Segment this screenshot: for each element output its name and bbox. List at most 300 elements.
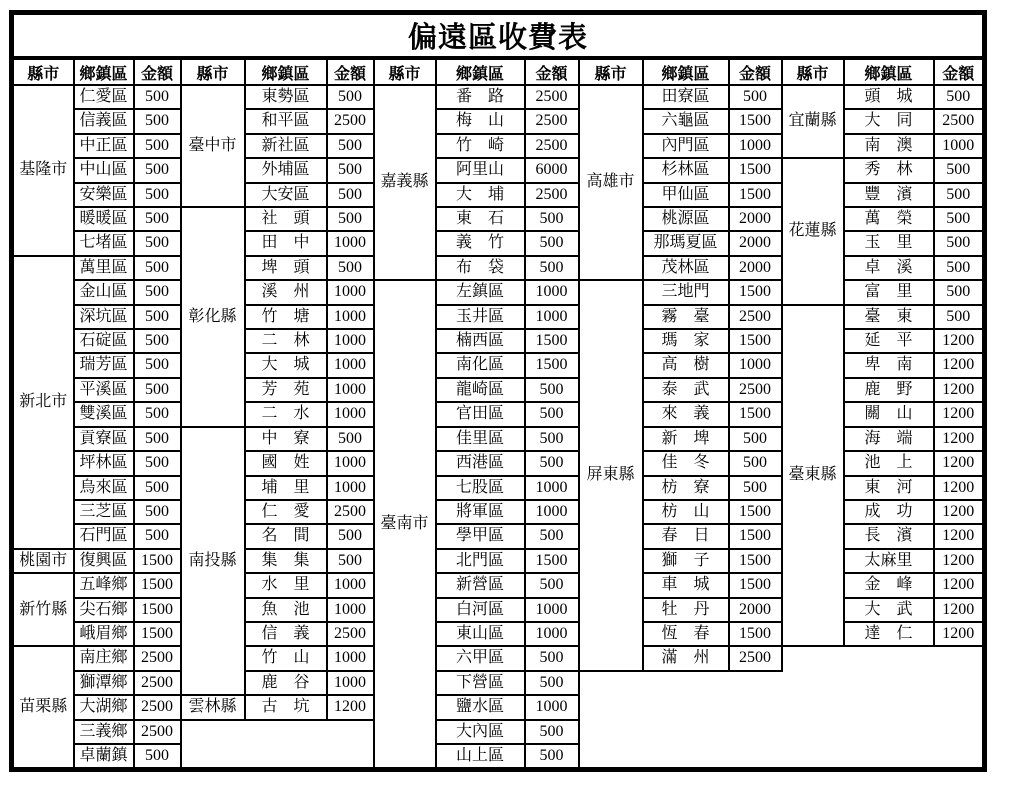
township-cell: 霧 臺: [643, 305, 729, 329]
township-cell: 卓 溪: [844, 256, 934, 280]
township-cell: 牡 丹: [643, 598, 729, 622]
township-cell: 萬 榮: [844, 207, 934, 231]
township-cell: 水 里: [245, 573, 327, 597]
township-cell: 瑞芳區: [74, 353, 134, 377]
amount-cell: 1000: [729, 353, 782, 377]
township-cell: 芳 苑: [245, 378, 327, 402]
county-cell: 南投縣: [181, 427, 245, 695]
amount-cell: 500: [134, 451, 181, 475]
amount-cell: 1000: [327, 573, 374, 597]
township-cell: 尖石鄉: [74, 598, 134, 622]
amount-cell: 1200: [934, 524, 985, 548]
amount-cell: 500: [934, 231, 985, 255]
amount-cell: 1000: [525, 622, 579, 646]
county-cell: 臺中市: [181, 85, 245, 207]
amount-cell: 500: [134, 256, 181, 280]
township-cell: 頭 城: [844, 85, 934, 109]
township-cell: 田寮區: [643, 85, 729, 109]
township-cell: 信義區: [74, 109, 134, 133]
table-row: [12, 646, 985, 670]
township-cell: 海 端: [844, 427, 934, 451]
amount-cell: 1500: [134, 598, 181, 622]
amount-cell: 2000: [729, 231, 782, 255]
amount-cell: 1000: [327, 402, 374, 426]
township-cell: 長 濱: [844, 524, 934, 548]
amount-cell: 1500: [134, 549, 181, 573]
township-cell: 達 仁: [844, 622, 934, 646]
township-cell: 東 河: [844, 476, 934, 500]
township-cell: 金山區: [74, 280, 134, 304]
amount-cell: 1000: [327, 353, 374, 377]
empty-cell: [181, 720, 374, 770]
amount-cell: 1000: [327, 646, 374, 670]
township-cell: 和平區: [245, 109, 327, 133]
township-cell: 古 坑: [245, 695, 327, 719]
amount-cell: 1200: [934, 451, 985, 475]
header-amount: 金額: [134, 58, 181, 85]
township-cell: 七股區: [436, 476, 525, 500]
township-cell: 秀 林: [844, 158, 934, 182]
township-cell: 三地門: [643, 280, 729, 304]
township-cell: 新營區: [436, 573, 525, 597]
amount-cell: 500: [525, 524, 579, 548]
township-cell: 五峰鄉: [74, 573, 134, 597]
amount-cell: 500: [134, 744, 181, 770]
township-cell: 新社區: [245, 134, 327, 158]
amount-cell: 2500: [134, 695, 181, 719]
township-cell: 卓蘭鎮: [74, 744, 134, 770]
township-cell: 中山區: [74, 158, 134, 182]
amount-cell: 1500: [729, 158, 782, 182]
township-cell: 延 平: [844, 329, 934, 353]
township-cell: 六甲區: [436, 646, 525, 670]
county-cell: 基隆市: [12, 85, 74, 256]
amount-cell: 1500: [729, 524, 782, 548]
township-cell: 六龜區: [643, 109, 729, 133]
county-cell: 苗栗縣: [12, 646, 74, 770]
township-cell: 阿里山: [436, 158, 525, 182]
amount-cell: 500: [134, 134, 181, 158]
amount-cell: 500: [134, 427, 181, 451]
header-township: 鄉鎮區: [74, 58, 134, 85]
amount-cell: 500: [327, 549, 374, 573]
township-cell: 左鎮區: [436, 280, 525, 304]
township-cell: 白河區: [436, 598, 525, 622]
township-cell: 大湖鄉: [74, 695, 134, 719]
amount-cell: 1000: [327, 378, 374, 402]
amount-cell: 500: [525, 646, 579, 670]
township-cell: 來 義: [643, 402, 729, 426]
township-cell: 南庄鄉: [74, 646, 134, 670]
table-row: [12, 158, 985, 182]
amount-cell: 500: [934, 183, 985, 207]
township-cell: 義 竹: [436, 231, 525, 255]
county-cell: 桃園市: [12, 549, 74, 573]
amount-cell: 500: [934, 305, 985, 329]
amount-cell: 1000: [934, 134, 985, 158]
header-amount: 金額: [327, 58, 374, 85]
township-cell: 田 中: [245, 231, 327, 255]
amount-cell: 1200: [934, 378, 985, 402]
amount-cell: 500: [134, 329, 181, 353]
amount-cell: 1000: [525, 305, 579, 329]
township-cell: 佳 冬: [643, 451, 729, 475]
township-cell: 佳里區: [436, 427, 525, 451]
amount-cell: 2000: [729, 256, 782, 280]
township-cell: 石門區: [74, 524, 134, 548]
township-cell: 杉林區: [643, 158, 729, 182]
amount-cell: 1000: [525, 280, 579, 304]
amount-cell: 500: [134, 500, 181, 524]
amount-cell: 2500: [525, 85, 579, 109]
amount-cell: 1000: [327, 476, 374, 500]
amount-cell: 2500: [327, 500, 374, 524]
township-cell: 山上區: [436, 744, 525, 770]
header-row: [12, 58, 985, 85]
amount-cell: 500: [134, 231, 181, 255]
amount-cell: 1200: [934, 402, 985, 426]
township-cell: 石碇區: [74, 329, 134, 353]
amount-cell: 500: [934, 256, 985, 280]
amount-cell: 500: [134, 378, 181, 402]
township-cell: 布 袋: [436, 256, 525, 280]
township-cell: 信 義: [245, 622, 327, 646]
table-row: [12, 305, 985, 329]
amount-cell: 1000: [327, 451, 374, 475]
township-cell: 魚 池: [245, 598, 327, 622]
amount-cell: 6000: [525, 158, 579, 182]
township-cell: 獅潭鄉: [74, 671, 134, 695]
amount-cell: 500: [327, 134, 374, 158]
township-cell: 坪林區: [74, 451, 134, 475]
township-cell: 二 林: [245, 329, 327, 353]
amount-cell: 500: [134, 476, 181, 500]
township-cell: 竹 崎: [436, 134, 525, 158]
township-cell: 將軍區: [436, 500, 525, 524]
county-cell: 臺南市: [374, 280, 436, 770]
township-cell: 埔 里: [245, 476, 327, 500]
amount-cell: 2500: [525, 134, 579, 158]
township-cell: 峨眉鄉: [74, 622, 134, 646]
township-cell: 玉井區: [436, 305, 525, 329]
amount-cell: 1000: [327, 671, 374, 695]
amount-cell: 2500: [729, 378, 782, 402]
amount-cell: 500: [525, 207, 579, 231]
header-township: 鄉鎮區: [844, 58, 934, 85]
amount-cell: 1200: [327, 695, 374, 719]
amount-cell: 500: [134, 158, 181, 182]
amount-cell: 1200: [934, 549, 985, 573]
amount-cell: 2500: [525, 183, 579, 207]
amount-cell: 500: [327, 183, 374, 207]
township-cell: 大 同: [844, 109, 934, 133]
county-cell: 雲林縣: [181, 695, 245, 719]
amount-cell: 2500: [327, 109, 374, 133]
county-cell: 新北市: [12, 256, 74, 549]
county-cell: 花蓮縣: [782, 158, 844, 304]
township-cell: 池 上: [844, 451, 934, 475]
header-township: 鄉鎮區: [643, 58, 729, 85]
amount-cell: 1000: [525, 598, 579, 622]
amount-cell: 2500: [525, 109, 579, 133]
township-cell: 安樂區: [74, 183, 134, 207]
amount-cell: 2000: [729, 598, 782, 622]
header-amount: 金額: [934, 58, 985, 85]
township-cell: 東 石: [436, 207, 525, 231]
township-cell: 玉 里: [844, 231, 934, 255]
header-amount: 金額: [525, 58, 579, 85]
township-cell: 貢寮區: [74, 427, 134, 451]
amount-cell: 500: [934, 207, 985, 231]
amount-cell: 1500: [729, 183, 782, 207]
amount-cell: 500: [525, 451, 579, 475]
amount-cell: 1500: [729, 109, 782, 133]
table-body: [12, 85, 985, 770]
table-row: [12, 85, 985, 109]
county-cell: 彰化縣: [181, 207, 245, 427]
header-amount: 金額: [729, 58, 782, 85]
title-row: [12, 13, 985, 59]
amount-cell: 2500: [327, 622, 374, 646]
township-cell: 雙溪區: [74, 402, 134, 426]
township-cell: 七堵區: [74, 231, 134, 255]
township-cell: 溪 州: [245, 280, 327, 304]
township-cell: 北門區: [436, 549, 525, 573]
county-cell: 新竹縣: [12, 573, 74, 646]
amount-cell: 500: [134, 524, 181, 548]
amount-cell: 1500: [729, 549, 782, 573]
township-cell: 泰 武: [643, 378, 729, 402]
amount-cell: 500: [934, 158, 985, 182]
township-cell: 楠西區: [436, 329, 525, 353]
township-cell: 新 埤: [643, 427, 729, 451]
amount-cell: 1200: [934, 427, 985, 451]
township-cell: 梅 山: [436, 109, 525, 133]
amount-cell: 2500: [134, 671, 181, 695]
amount-cell: 1200: [934, 476, 985, 500]
amount-cell: 1000: [525, 476, 579, 500]
amount-cell: 500: [327, 207, 374, 231]
township-cell: 獅 子: [643, 549, 729, 573]
amount-cell: 500: [134, 183, 181, 207]
county-cell: 臺東縣: [782, 305, 844, 647]
township-cell: 仁愛區: [74, 85, 134, 109]
amount-cell: 500: [525, 427, 579, 451]
fee-table: [9, 10, 987, 772]
amount-cell: 1500: [729, 622, 782, 646]
amount-cell: 1000: [729, 134, 782, 158]
amount-cell: 500: [134, 402, 181, 426]
township-cell: 春 日: [643, 524, 729, 548]
amount-cell: 500: [525, 573, 579, 597]
amount-cell: 1500: [134, 573, 181, 597]
township-cell: 大 城: [245, 353, 327, 377]
header-county: 縣市: [374, 58, 436, 85]
township-cell: 那瑪夏區: [643, 231, 729, 255]
header-county: 縣市: [782, 58, 844, 85]
page-title: 偏遠區收費表: [12, 13, 985, 59]
township-cell: 鹿 野: [844, 378, 934, 402]
township-cell: 社 頭: [245, 207, 327, 231]
amount-cell: 500: [934, 85, 985, 109]
amount-cell: 1200: [934, 622, 985, 646]
township-cell: 暖暖區: [74, 207, 134, 231]
township-cell: 桃源區: [643, 207, 729, 231]
amount-cell: 2000: [729, 207, 782, 231]
header-county: 縣市: [579, 58, 643, 85]
township-cell: 臺 東: [844, 305, 934, 329]
amount-cell: 500: [134, 109, 181, 133]
amount-cell: 2500: [934, 109, 985, 133]
township-cell: 番 路: [436, 85, 525, 109]
township-cell: 金 峰: [844, 573, 934, 597]
township-cell: 關 山: [844, 402, 934, 426]
amount-cell: 1500: [525, 329, 579, 353]
county-cell: 嘉義縣: [374, 85, 436, 280]
township-cell: 學甲區: [436, 524, 525, 548]
township-cell: 枋 寮: [643, 476, 729, 500]
amount-cell: 1500: [729, 329, 782, 353]
township-cell: 西港區: [436, 451, 525, 475]
empty-cell: [579, 671, 782, 770]
fee-sheet: [9, 10, 1019, 772]
township-cell: 官田區: [436, 402, 525, 426]
township-cell: 大安區: [245, 183, 327, 207]
township-cell: 復興區: [74, 549, 134, 573]
county-cell: 宜蘭縣: [782, 85, 844, 158]
township-cell: 萬里區: [74, 256, 134, 280]
amount-cell: 1500: [134, 622, 181, 646]
township-cell: 三義鄉: [74, 720, 134, 744]
amount-cell: 2500: [729, 305, 782, 329]
township-cell: 名 間: [245, 524, 327, 548]
township-cell: 滿 州: [643, 646, 729, 670]
township-cell: 高 樹: [643, 353, 729, 377]
amount-cell: 1000: [327, 280, 374, 304]
header-township: 鄉鎮區: [245, 58, 327, 85]
county-cell: 高雄市: [579, 85, 643, 280]
amount-cell: 500: [525, 720, 579, 744]
township-cell: 甲仙區: [643, 183, 729, 207]
amount-cell: 1200: [934, 573, 985, 597]
amount-cell: 1200: [934, 598, 985, 622]
amount-cell: 500: [934, 280, 985, 304]
township-cell: 東勢區: [245, 85, 327, 109]
amount-cell: 500: [327, 427, 374, 451]
amount-cell: 500: [327, 256, 374, 280]
township-cell: 竹 山: [245, 646, 327, 670]
township-cell: 南化區: [436, 353, 525, 377]
amount-cell: 1500: [729, 500, 782, 524]
township-cell: 南 澳: [844, 134, 934, 158]
township-cell: 內門區: [643, 134, 729, 158]
township-cell: 鹽水區: [436, 695, 525, 719]
township-cell: 瑪 家: [643, 329, 729, 353]
township-cell: 烏來區: [74, 476, 134, 500]
amount-cell: 500: [525, 744, 579, 770]
amount-cell: 500: [134, 280, 181, 304]
amount-cell: 1000: [327, 231, 374, 255]
township-cell: 枋 山: [643, 500, 729, 524]
amount-cell: 500: [525, 671, 579, 695]
township-cell: 竹 塘: [245, 305, 327, 329]
amount-cell: 2500: [134, 646, 181, 670]
amount-cell: 500: [525, 231, 579, 255]
amount-cell: 2500: [729, 646, 782, 670]
amount-cell: 500: [729, 85, 782, 109]
township-cell: 龍崎區: [436, 378, 525, 402]
township-cell: 大 武: [844, 598, 934, 622]
township-cell: 富 里: [844, 280, 934, 304]
township-cell: 東山區: [436, 622, 525, 646]
township-cell: 深坑區: [74, 305, 134, 329]
amount-cell: 500: [525, 378, 579, 402]
amount-cell: 1000: [327, 329, 374, 353]
township-cell: 二 水: [245, 402, 327, 426]
township-cell: 埤 頭: [245, 256, 327, 280]
township-cell: 外埔區: [245, 158, 327, 182]
township-cell: 大內區: [436, 720, 525, 744]
amount-cell: 1200: [934, 353, 985, 377]
amount-cell: 500: [134, 85, 181, 109]
amount-cell: 1000: [525, 695, 579, 719]
amount-cell: 500: [525, 402, 579, 426]
amount-cell: 500: [327, 85, 374, 109]
amount-cell: 1000: [327, 305, 374, 329]
amount-cell: 500: [729, 476, 782, 500]
amount-cell: 500: [729, 451, 782, 475]
header-county: 縣市: [12, 58, 74, 85]
amount-cell: 1500: [729, 402, 782, 426]
amount-cell: 500: [134, 305, 181, 329]
township-cell: 中正區: [74, 134, 134, 158]
amount-cell: 1500: [525, 353, 579, 377]
township-cell: 國 姓: [245, 451, 327, 475]
county-cell: 屏東縣: [579, 280, 643, 671]
township-cell: 車 城: [643, 573, 729, 597]
township-cell: 恆 春: [643, 622, 729, 646]
amount-cell: 500: [134, 207, 181, 231]
township-cell: 下營區: [436, 671, 525, 695]
township-cell: 卑 南: [844, 353, 934, 377]
amount-cell: 500: [327, 524, 374, 548]
township-cell: 太麻里: [844, 549, 934, 573]
township-cell: 茂林區: [643, 256, 729, 280]
empty-cell: [782, 646, 985, 770]
amount-cell: 1200: [934, 500, 985, 524]
amount-cell: 500: [134, 353, 181, 377]
township-cell: 豐 濱: [844, 183, 934, 207]
township-cell: 鹿 谷: [245, 671, 327, 695]
amount-cell: 1500: [729, 280, 782, 304]
header-county: 縣市: [181, 58, 245, 85]
amount-cell: 500: [525, 256, 579, 280]
township-cell: 三芝區: [74, 500, 134, 524]
township-cell: 平溪區: [74, 378, 134, 402]
amount-cell: 1000: [327, 598, 374, 622]
amount-cell: 1200: [934, 329, 985, 353]
amount-cell: 2500: [134, 720, 181, 744]
amount-cell: 500: [327, 158, 374, 182]
township-cell: 集 集: [245, 549, 327, 573]
amount-cell: 1500: [525, 549, 579, 573]
amount-cell: 1500: [729, 573, 782, 597]
township-cell: 成 功: [844, 500, 934, 524]
township-cell: 中 寮: [245, 427, 327, 451]
amount-cell: 1000: [525, 500, 579, 524]
header-township: 鄉鎮區: [436, 58, 525, 85]
township-cell: 仁 愛: [245, 500, 327, 524]
